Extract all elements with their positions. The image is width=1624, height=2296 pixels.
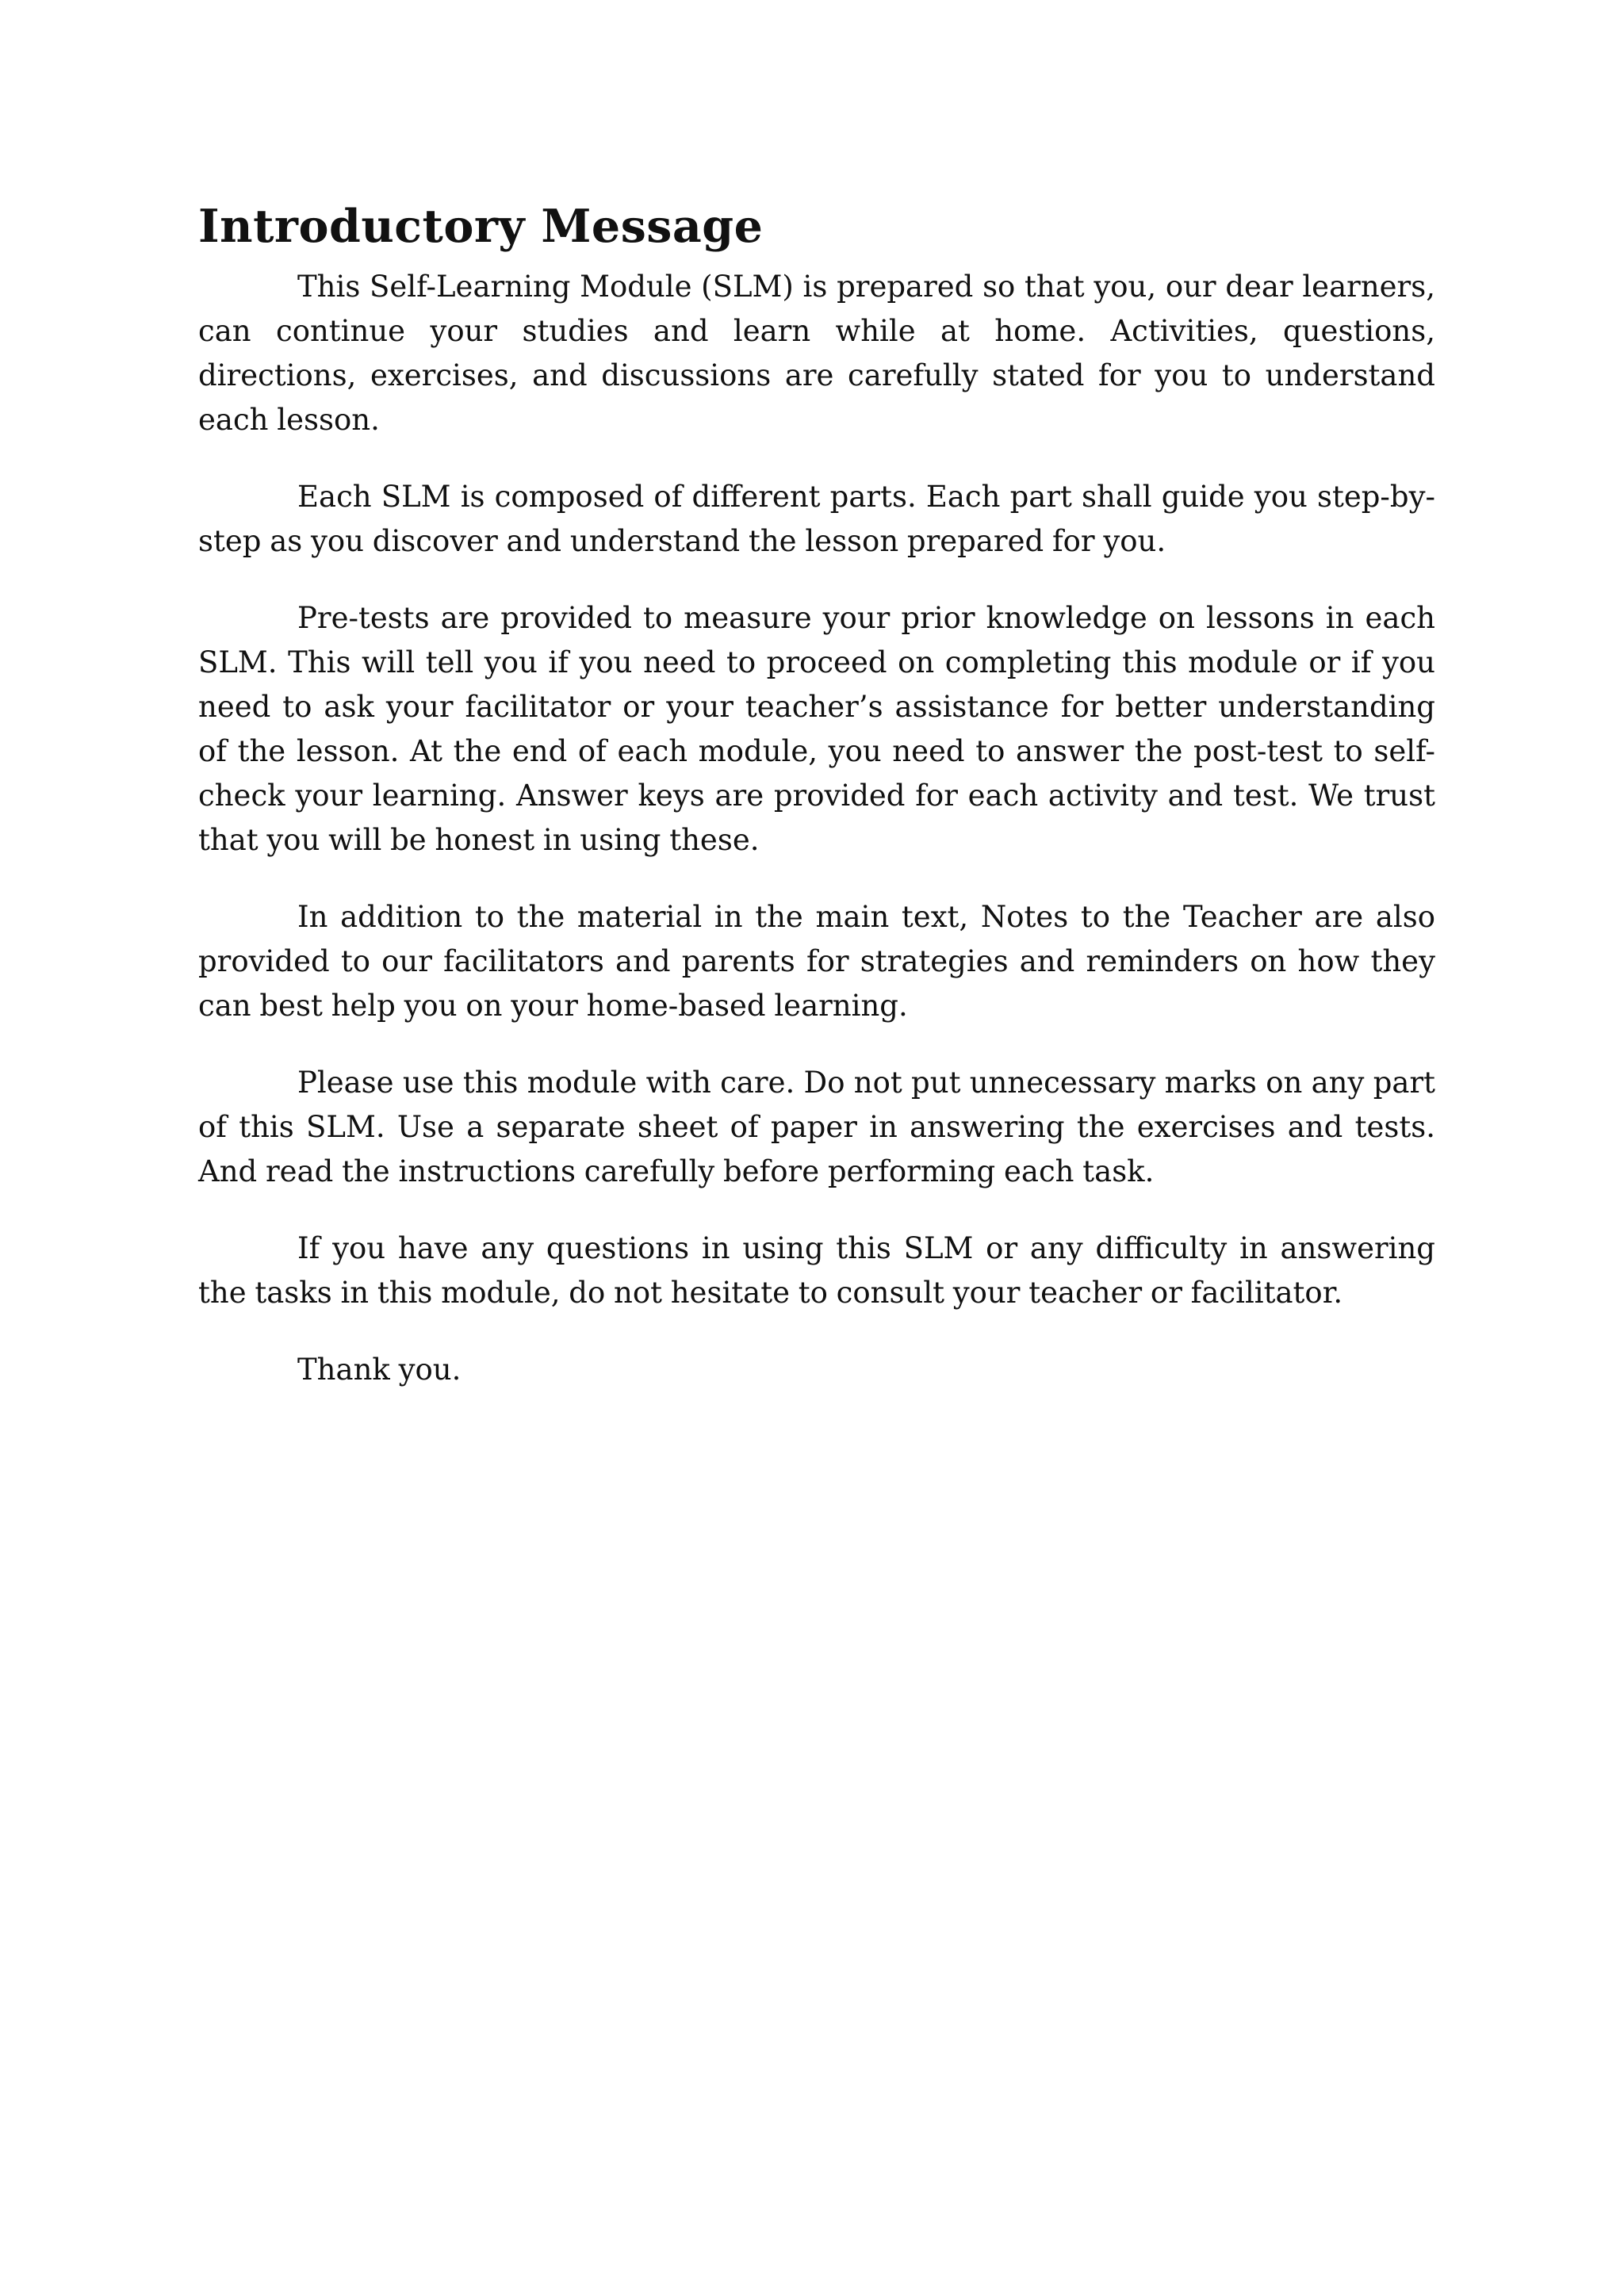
paragraph-parts: Each SLM is composed of different parts. Each part shall guide you step-by-step as you discover and understand the lesson prepared for you. (198, 480, 1435, 558)
paragraph-thank-you: Thank you. (297, 1353, 462, 1387)
paragraph-notes-to-teacher: In addition to the material in the main text, Notes to the Teacher are also provided to our facilitators and parents for strategies and reminders on how they can best help you on your home-based learning. (198, 900, 1435, 1023)
paragraph-care: Please use this module with care. Do not put unnecessary marks on any part of this SLM. Use a separate sheet of paper in answering the exercises and tests. And read the instructions carefully before performing each task. (198, 1066, 1435, 1188)
paragraph-questions: If you have any questions in using this SLM or any difficulty in answering the tasks in this module, do not hesitate to consult your teacher or facilitator. (198, 1231, 1435, 1310)
paragraph-pretests: Pre-tests are provided to measure your prior knowledge on lessons in each SLM. This will tell you if you need to proceed on completing this module or if you need to ask your facilitator or your teacher’s assistance for better understanding of the lesson. At the end of each module, you need to answer the post-test to self-check your learning. Answer keys are provided for each activity and test. We trust that you will be honest in using these. (198, 601, 1435, 857)
document-page (198, 195, 1435, 1392)
paragraph-intro: This Self-Learning Module (SLM) is prepared so that you, our dear learners, can continue your studies and learn while at home. Activities, questions, directions, exercises, and discussions are carefully stated for you to understand each lesson. (198, 270, 1435, 437)
page-title: Introductory Message (198, 200, 764, 253)
